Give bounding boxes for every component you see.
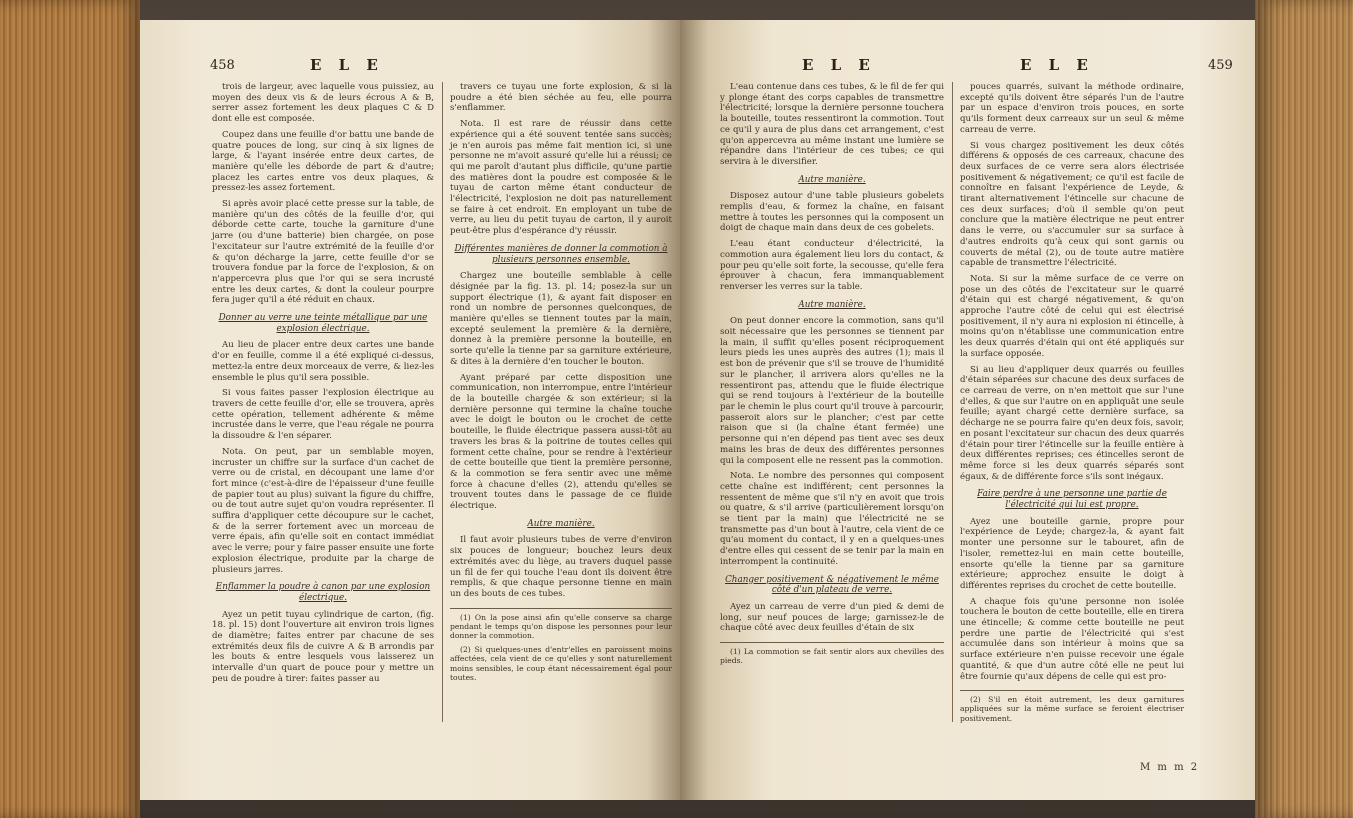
right-page-edges — [1255, 0, 1353, 818]
paragraph: pouces quarrés, suivant la méthode ordinaire, excepté qu'ils doivent être séparés l'un de l'autre par un espace d'environ trois pouces, en sorte qu'ils forment deux carreaux sur un seul & même carreau de verre. — [960, 82, 1184, 135]
paragraph: On peut donner encore la commotion, sans qu'il soit nécessaire que les personnes se tiennent par la main, il suffit qu'elles posent réciproquement leurs pieds les unes auprès des autres (1); mais il est bon de prévenir que s'il se trouve de l'humidité sur le plancher, il arrivera alors qu'elles ne la ressentiront pas, attendu que le fluide électrique qui se rend toujours à l'extérieur de la bouteille par le chemin le plus court qu'il trouve à parcourir, passeroit alors sur le plancher; c'est par cette raison que si (la chaîne étant fermée) une personne qui n'en dépend pas tient avec ses deux mains les bras de deux des différentes personnes qui la composent elle ne ressent pas la commotion. — [720, 316, 944, 466]
text-column-left — [212, 82, 434, 690]
paragraph: Si vous chargez positivement les deux côtés différens & opposés de ces carreaux, chacune des deux surfaces de ce verre sera alors électrisée positivement & négativement; ce qu'il est facile de connoître en faisant l'expérience de Leyde, & tirant alternativement l'étincelle sur chacune de ces deux surfaces; d'où il semble qu'on peut conclure que la matière électrique ne peut entrer dans le verre, ou s'accumuler sur sa surface à d'autres endroits qu'à ceux qui sont garnis ou couverts de métal (2), ou de toute autre matière capable de transmettre l'électricité. — [960, 140, 1184, 269]
text-column-left — [720, 82, 944, 670]
running-header-right: E L E — [1020, 56, 1094, 74]
paragraph: Nota. Le nombre des personnes qui composent cette chaîne est indifférent; cent personnes la ressentent de même que s'il n'y en avoit que trois ou quatre, & s'il arrive (particulièrement lorsqu'on se tient par la main) que l'électricité ne se transmette pas d'un bout à l'autre, cela vient de ce qu'au moment du contact, il y en a quelques-unes d'entre elles qui cessent de se tenir par la main en interrompent la continuité. — [720, 471, 944, 567]
section-heading: Donner au verre une teinte métallique par une explosion électrique. — [218, 313, 428, 334]
signature-mark: M m m 2 — [1140, 762, 1200, 773]
section-heading: Autre manière. — [798, 299, 866, 310]
running-header-left: E L E — [802, 56, 876, 74]
left-page-edges — [0, 0, 140, 818]
footnote-rule — [450, 608, 672, 609]
footnote: (2) Si quelques-unes d'entr'elles en paroissent moins affectées, cela vient de ce qu'elles y sont naturellement moins sensibles, le coup étant nécessairement égal pour toutes. — [450, 645, 672, 682]
running-header: E L E — [310, 56, 384, 74]
paragraph: trois de largeur, avec laquelle vous puissiez, au moyen des deux vis & de leurs écrous A & B, serrer assez fortement les deux plaques C & D dont elle est composée. — [212, 82, 434, 125]
paragraph: Disposez autour d'une table plusieurs gobelets remplis d'eau, & formez la chaîne, en faisant mettre à toutes les personnes qui la composent un doigt de chaque main dans deux de ces gobelets. — [720, 191, 944, 234]
section-heading: Changer positivement & négativement le même côté d'un plateau de verre. — [725, 574, 939, 596]
paragraph: Si au lieu d'appliquer deux quarrés ou feuilles d'étain séparées sur chacune des deux surfaces de ce carreau de verre, on n'en mettoit que sur l'une d'elles, & que sur l'autre on en appliquât une seule feuille; ayant chargé cette dernière surface, sa décharge ne se pourra faire qu'en deux fois, savoir, en posant l'excitateur sur chacun des deux quarrés d'étain pour tirer l'étincelle sur la feuille entière à deux différentes reprises; ces étincelles seront de même force si les deux quarrés séparés sont égaux, & de différente force s'ils sont inégaux. — [960, 364, 1184, 482]
paragraph: Ayez un petit tuyau cylindrique de carton, (fig. 18. pl. 15) dont l'ouverture ait environ trois lignes de diamètre; faites entrer par chacune de ses extrémités deux fils de cuivre A & B arrondis par les bouts & entre lesquels vous laisserez un intervalle d'un quart de pouce pour y mettre un peu de poudre à tirer: faites passer au — [212, 609, 434, 684]
page-number: 459 — [1208, 58, 1233, 73]
column-rule — [952, 82, 953, 722]
paragraph: Ayant préparé par cette disposition une communication, non interrompue, entre l'intérieur de la bouteille chargée & son extérieur; si la dernière personne qui termine la chaîne touche avec le doigt le bouton ou le crochet de cette bouteille, le fluide électrique passera aussi-tôt au travers les bras & la poitrine de toutes celles qui forment cette chaîne, pour se rendre à l'extérieur de cette bouteille que tient la première personne, & la commotion se fera sentir avec une même force à chacune d'elles (2), attendu qu'elles se trouvent toutes dans le passage de ce fluide électrique. — [450, 372, 672, 512]
paragraph: Si vous faites passer l'explosion électrique au travers de cette feuille d'or, elle se trouvera, après cette opération, tellement adhérente & même incrustée dans le verre, que l'eau régale ne pourra la dissoudre & l'en séparer. — [212, 388, 434, 442]
paragraph: Si après avoir placé cette presse sur la table, de manière qu'un des côtés de la feuille d'or, qui déborde cette carte, touche la garniture d'une jarre (ou d'une batterie) bien chargée, on pose l'excitateur sur l'autre extrémité de la feuille d'or & qu'on décharge la jarre, cette feuille d'or se trouvera fondue par la force de l'explosion, & on n'appercevra plus que l'or qui se sera incrusté entre les deux cartes, & dont la couleur pourpre fera juger qu'il a été réduit en chaux. — [212, 199, 434, 306]
text-column-right — [450, 82, 672, 687]
paragraph: Nota. Il est rare de réussir dans cette expérience qui a été souvent tentée sans succès; je n'en aurois pas même fait mention ici, si une personne ne m'avoit assuré qu'elle lui a réussi; ce qui me paroît d'autant plus difficile, qu'une partie des matières dont la poudre est composée & le tuyau de carton même étant conducteur de l'électricité, l'explosion ne doit pas naturellement se faire à cet endroit. En employant un tube de verre, au lieu du petit tuyau de carton, il y auroit peut-être plus d'espérance d'y réussir. — [450, 119, 672, 237]
footnote-rule — [720, 642, 944, 643]
paragraph: Au lieu de placer entre deux cartes une bande d'or en feuille, comme il a été expliqué ci-dessus, mettez-la entre deux morceaux de verre, & liez-les ensemble le plus qu'il sera possible. — [212, 340, 434, 383]
text-column-right — [960, 82, 1184, 728]
footnote: (1) On la pose ainsi afin qu'elle conserve sa charge pendant le temps qu'on dispose les personnes pour leur donner la commotion. — [450, 612, 672, 641]
paragraph: Chargez une bouteille semblable à celle désignée par la fig. 13. pl. 14; posez-la sur un support électrique (1), & ayant fait disposer en rond un nombre de personnes quelconques, de manière qu'elles se tiennent toutes par la main, excepté seulement la première & la dernière, donnez à la première personne la bouteille, en sorte qu'elle la tienne par sa garniture extérieure, & dites à la dernière d'en toucher le bouton. — [450, 271, 672, 367]
paragraph: A chaque fois qu'une personne non isolée touchera le bouton de cette bouteille, elle en tirera une étincelle; & comme cette bouteille ne peut perdre une partie de l'électricité qui s'est accumulée dans son intérieur à moins que sa surface extérieure n'en puisse recevoir une égale quantité, & que d'un autre côté elle ne peut lui être fournie qu'aux dépens de celle qui est pro- — [960, 596, 1184, 682]
paragraph: L'eau contenue dans ces tubes, & le fil de fer qui y plonge étant des corps capables de transmettre l'électricité; lorsque la dernière personne touchera la bouteille, toutes ressentiront la commotion. Tout ce qu'il y aura de plus dans cet arrangement, c'est qu'on appercevra au même instant une lumière se répandre dans l'intérieur de ces tubes; ce qui servira à le diversifier. — [720, 82, 944, 167]
section-heading: Enflammer la poudre à canon par une explosion électrique. — [215, 582, 431, 603]
paragraph: Ayez une bouteille garnie, propre pour l'expérience de Leyde; chargez-la, & ayant fait monter une personne sur le tabouret, afin de l'isoler, remettez-lui en main cette bouteille, ensorte qu'elle la tienne par sa garniture extérieure; approchez ensuite le doigt à différentes reprises du crochet de cette bouteille. — [960, 516, 1184, 591]
footnote: (1) La commotion se fait sentir alors aux chevilles des pieds. — [720, 647, 944, 666]
left-page — [140, 20, 680, 800]
section-heading: Autre manière. — [798, 174, 866, 185]
right-page — [680, 20, 1255, 800]
paragraph: Nota. Si sur la même surface de ce verre on pose un des côtés de l'excitateur sur le quarré d'étain qui est chargé négativement, & qu'on approche l'autre côté de celui qui est électrisé positivement, il n'y aura ni explosion ni étincelle, à moins qu'on n'établisse une communication entre les deux quarrés d'étain qui ont été appliqués sur la surface opposée. — [960, 273, 1184, 359]
page-number: 458 — [210, 58, 235, 73]
paragraph: Nota. On peut, par un semblable moyen, incruster un chiffre sur la surface d'un cachet de verre ou de cristal, en découpant une lame d'or fort mince (c'est-à-dire de l'épaisseur d'une feuille de papier tout au plus) suivant la figure du chiffre, ou de tout autre sujet qu'on voudra représenter. Il suffira d'appliquer cette découpure sur le cachet, & de la serrer fortement avec un morceau de verre épais, afin qu'elle soit en contact immédiat avec le verre; pour y faire passer ensuite une forte explosion électrique, produite par la charge de plusieurs jarres. — [212, 446, 434, 575]
section-heading: Autre manière. — [527, 518, 595, 529]
section-heading: Faire perdre à une personne une partie de l'électricité qui lui est propre. — [977, 489, 1167, 511]
paragraph: L'eau étant conducteur d'électricité, la commotion aura également lieu lors du contact, & pour peu qu'elle soit forte, la secousse, qu'elle fera éprouver à chacun, fera immanquablement renverser les verres sur la table. — [720, 239, 944, 292]
paragraph: travers ce tuyau une forte explosion, & si la poudre a été bien séchée au feu, elle pourra s'enflammer. — [450, 82, 672, 114]
column-rule — [442, 82, 443, 722]
paragraph: Coupez dans une feuille d'or battu une bande de quatre pouces de long, sur cinq à six lignes de large, & l'ayant insérée entre deux cartes, de manière qu'elle les déborde de part & d'autre; placez les cartes entre vos deux plaques, & pressez-les assez fortement. — [212, 129, 434, 194]
paragraph: Il faut avoir plusieurs tubes de verre d'environ six pouces de longueur; bouchez leurs deux extrémités avec du liège, au travers duquel passe un fil de fer qui touche l'eau dont ils doivent être remplis, & que chaque personne tienne en main un des bouts de ces tubes. — [450, 535, 672, 599]
footnote-rule — [960, 690, 1184, 691]
footnote: (2) S'il en étoit autrement, les deux garnitures appliquées sur la même surface se feroient électriser positivement. — [960, 695, 1184, 723]
paragraph: Ayez un carreau de verre d'un pied & demi de long, sur neuf pouces de large; garnissez-le de chaque côté avec deux feuilles d'étain de six — [720, 601, 944, 634]
section-heading: Différentes manières de donner la commotion à plusieurs personnes ensemble. — [454, 243, 668, 265]
